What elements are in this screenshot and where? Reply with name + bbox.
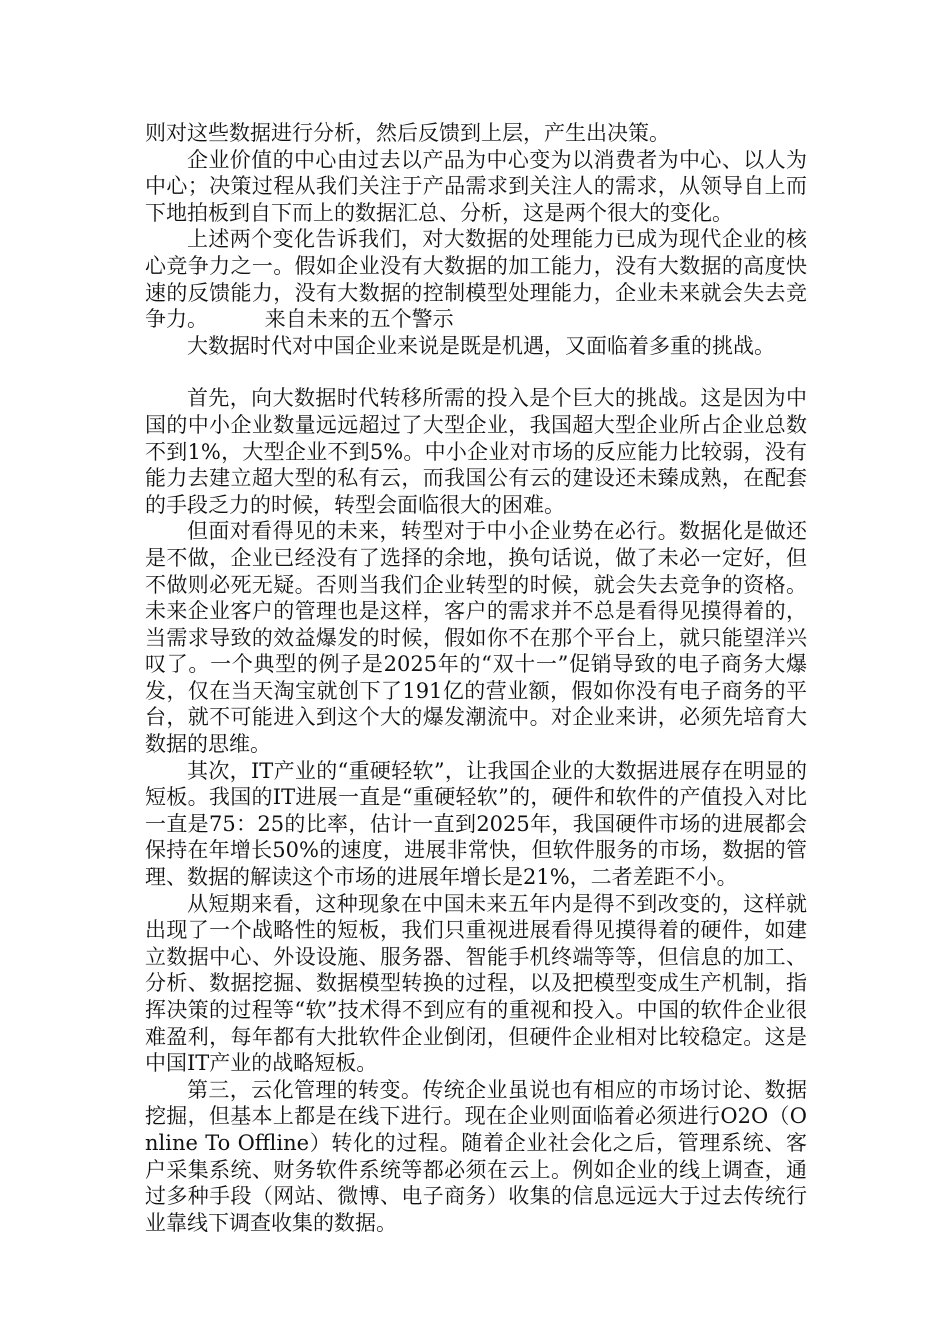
paragraph-8: 从短期来看，这种现象在中国未来五年内是得不到改变的，这样就出现了一个战略性的短板，我们只重视进展看得见摸得着的硬件，如建立数据中心、外设设施、服务器、智能手机终端等等，但信息的加工、分析、数据挖掘、数据模型转换的过程，以及把模型变成生产机制，指挥决策的过程等“软”技术得不到应有的重视和投入。中国的软件企业很难盈利，每年都有大批软件企业倒闭，但硬件企业相对比较稳定。这是中国IT产业的战略短板。 (145, 891, 807, 1076)
paragraph-6: 但面对看得见的未来，转型对于中小企业势在必行。数据化是做还是不做，企业已经没有了选择的余地，换句话说，做了未必一定好，但不做则必死无疑。否则当我们企业转型的时候，就会失去竞争的资格。未来企业客户的管理也是这样，客户的需求并不总是看得见摸得着的，当需求导致的效益爆发的时候，假如你不在那个平台上，就只能望洋兴叹了。一个典型的例子是2025年的“双十一”促销导致的电子商务大爆发，仅在当天淘宝就创下了191亿的营业额，假如你没有电子商务的平台，就不可能进入到这个大的爆发潮流中。对企业来讲，必须先培育大数据的思维。 (145, 519, 807, 757)
paragraph-3 (145, 226, 807, 332)
document-body (145, 120, 807, 1236)
paragraph-7: 其次，IT产业的“重硬轻软”，让我国企业的大数据进展存在明显的短板。我国的IT进展一直是“重硬轻软”的，硬件和软件的产值投入对比一直是75：25的比率，估计一直到2025年，我国硬件市场的进展都会保持在年增长50%的速度，进展非常快，但软件服务的市场，数据的管理、数据的解读这个市场的进展年增长是21%，二者差距不小。 (145, 758, 807, 890)
paragraph-5: 首先，向大数据时代转移所需的投入是个巨大的挑战。这是因为中国的中小企业数量远远超过了大型企业，我国超大型企业所占企业总数不到1%，大型企业不到5%。中小企业对市场的反应能力比较弱，没有能力去建立超大型的私有云，而我国公有云的建设还未臻成熟，在配套的手段乏力的时候，转型会面临很大的困难。 (145, 386, 807, 517)
paragraph-4: 大数据时代对中国企业来说是既是机遇，又面临着多重的挑战。 (187, 333, 775, 358)
section-heading: 来自未来的五个警示 (264, 307, 454, 332)
paragraph-2: 企业价值的中心由过去以产品为中心变为以消费者为中心、以人为中心；决策过程从我们关注于产品需求到关注人的需求，从领导自上而下地拍板到自下而上的数据汇总、分析，这是两个很大的变化。 (145, 147, 807, 225)
paragraph-1: 则对这些数据进行分析，然后反馈到上层，产生出决策。 (145, 121, 670, 145)
paragraph-3-text: 上述两个变化告诉我们，对大数据的处理能力已成为现代企业的核心竞争力之一。假如企业没有大数据的加工能力，没有大数据的高度快速的反馈能力，没有大数据的控制模型处理能力，企业未来就会失去竞争力。 (145, 227, 807, 332)
paragraph-9: 第三，云化管理的转变。传统企业虽说也有相应的市场讨论、数据挖掘，但基本上都是在线下进行。现在企业则面临着必须进行O2O（Online To Offline）转化的过程。随着企业社会化之后，管理系统、客户采集系统、财务软件系统等都必须在云上。例如企业的线上调查，通过多种手段（网站、微博、电子商务）收集的信息远远大于过去传统行业靠线下调查收集的数据。 (145, 1077, 807, 1235)
